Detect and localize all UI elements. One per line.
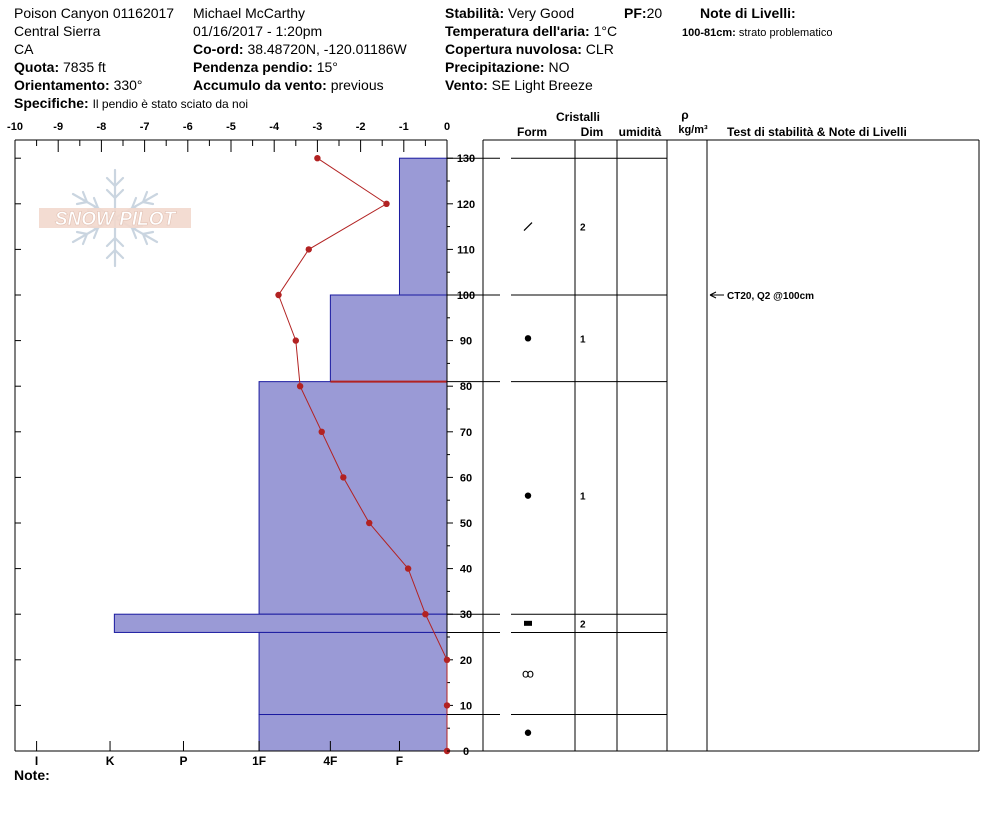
temperature-point bbox=[422, 611, 428, 617]
state: CA bbox=[14, 41, 34, 57]
crystal-rounded-icon bbox=[525, 492, 531, 498]
site-name: Poison Canyon 01162017 bbox=[14, 5, 175, 21]
temperature-point bbox=[306, 246, 312, 252]
temperature-point bbox=[444, 702, 450, 708]
precipitation: Precipitazione: NO bbox=[445, 59, 570, 75]
hardness-layer bbox=[259, 382, 447, 615]
crystal-faceted-icon bbox=[524, 621, 532, 626]
temp-tick-label: 0 bbox=[443, 121, 451, 133]
layer-table bbox=[483, 108, 979, 751]
temperature-point bbox=[275, 292, 281, 298]
datetime: 01/16/2017 - 1:20pm bbox=[193, 23, 323, 39]
aspect: Orientamento: 330° bbox=[14, 77, 143, 93]
hardness-tick-label: F bbox=[395, 754, 404, 768]
temp-tick-label: -6 bbox=[182, 121, 193, 133]
wind: Vento: SE Light Breeze bbox=[445, 77, 593, 93]
temperature-point bbox=[444, 657, 450, 663]
temp-tick-label: -8 bbox=[96, 121, 107, 133]
temp-tick-label: -9 bbox=[53, 121, 64, 133]
temp-tick-label: -4 bbox=[269, 121, 280, 133]
height-tick-label: 110 bbox=[457, 244, 475, 257]
crystal-slash-icon bbox=[524, 223, 532, 231]
logo-text: SNOW PILOT bbox=[54, 209, 176, 230]
height-tick-label: 10 bbox=[459, 700, 473, 713]
hardness-tick-label: 1F bbox=[252, 754, 267, 768]
height-tick-label: 0 bbox=[462, 746, 470, 758]
hardness-tick-label: 4F bbox=[323, 754, 338, 768]
hardness-tick-label: K bbox=[105, 754, 115, 768]
hardness-layer bbox=[259, 715, 447, 751]
test-header: Test di stabilità & Note di Livelli bbox=[727, 125, 907, 139]
height-tick-label: 40 bbox=[459, 563, 473, 576]
elevation: Quota: 7835 ft bbox=[14, 59, 106, 75]
temperature-point bbox=[293, 337, 299, 343]
dim-header: Dim bbox=[580, 125, 604, 139]
stability: Stabilità: Very Good bbox=[445, 5, 575, 21]
cristalli-header: Cristalli bbox=[555, 110, 601, 124]
temp-tick-label: -2 bbox=[355, 121, 366, 133]
hardness-layer bbox=[259, 632, 447, 714]
specifics: Specifiche: Il pendio è stato sciato da noi bbox=[14, 95, 249, 111]
wind-loading: Accumulo da vento: previous bbox=[193, 77, 384, 93]
height-tick-label: 90 bbox=[459, 335, 473, 348]
moisture-header: umidità bbox=[618, 125, 662, 139]
layer-note: 100-81cm: strato problematico bbox=[682, 27, 833, 39]
slope-angle: Pendenza pendio: 15° bbox=[193, 59, 338, 75]
height-tick-label: 70 bbox=[459, 426, 473, 439]
density-unit: kg/m³ bbox=[678, 124, 708, 136]
range-name: Central Sierra bbox=[14, 23, 101, 39]
hardness-tick-label: I bbox=[34, 754, 39, 768]
hardness-layer bbox=[330, 295, 447, 382]
height-tick-label: 100 bbox=[456, 290, 476, 302]
temp-tick-label: -10 bbox=[7, 121, 23, 133]
crystal-rounded-icon bbox=[525, 335, 531, 341]
pf: PF:20 bbox=[624, 5, 663, 21]
hardness-layer bbox=[399, 158, 447, 295]
temp-tick-label: -5 bbox=[226, 121, 236, 133]
temperature-point bbox=[366, 520, 372, 526]
crystal-size: 1 bbox=[580, 491, 586, 503]
snowpilot-logo bbox=[39, 170, 191, 266]
crystal-size: 1 bbox=[580, 334, 586, 346]
height-tick-label: 80 bbox=[459, 381, 473, 394]
temp-tick-label: -7 bbox=[139, 121, 150, 133]
height-tick-label: 50 bbox=[459, 518, 473, 530]
sky-cover: Copertura nuvolosa: CLR bbox=[445, 41, 614, 57]
temp-tick-label: -1 bbox=[398, 121, 409, 133]
temperature-point bbox=[340, 474, 346, 480]
temp-tick-label: -3 bbox=[312, 121, 323, 133]
form-header: Form bbox=[517, 125, 547, 139]
observer: Michael McCarthy bbox=[193, 5, 306, 21]
density-header: ρ bbox=[681, 108, 689, 122]
height-tick-label: 20 bbox=[459, 654, 473, 667]
footer-note-label: Note: bbox=[14, 767, 50, 783]
height-tick-label: 60 bbox=[459, 472, 473, 485]
air-temp: Temperatura dell'aria: 1°C bbox=[445, 23, 618, 39]
temperature-point bbox=[383, 201, 389, 207]
temperature-point bbox=[319, 429, 325, 435]
temperature-point bbox=[405, 565, 411, 571]
crystal-size: 2 bbox=[580, 619, 586, 631]
coordinates: Co-ord: 38.48720N, -120.01186W bbox=[193, 41, 407, 57]
crystal-cluster-icon: ꝏ bbox=[521, 666, 535, 681]
temperature-point bbox=[314, 155, 320, 161]
hardness-tick-label: P bbox=[179, 754, 188, 768]
crystal-rounded-icon bbox=[525, 730, 531, 736]
hardness-layer bbox=[114, 614, 447, 632]
test-result: CT20, Q2 @100cm bbox=[727, 291, 815, 302]
crystal-size: 2 bbox=[580, 222, 586, 234]
height-tick-label: 120 bbox=[456, 198, 476, 211]
layer-notes-title: Note di Livelli: bbox=[700, 5, 796, 21]
temperature-point bbox=[297, 383, 303, 389]
height-tick-label: 30 bbox=[459, 609, 473, 622]
height-tick-label: 130 bbox=[456, 153, 476, 166]
